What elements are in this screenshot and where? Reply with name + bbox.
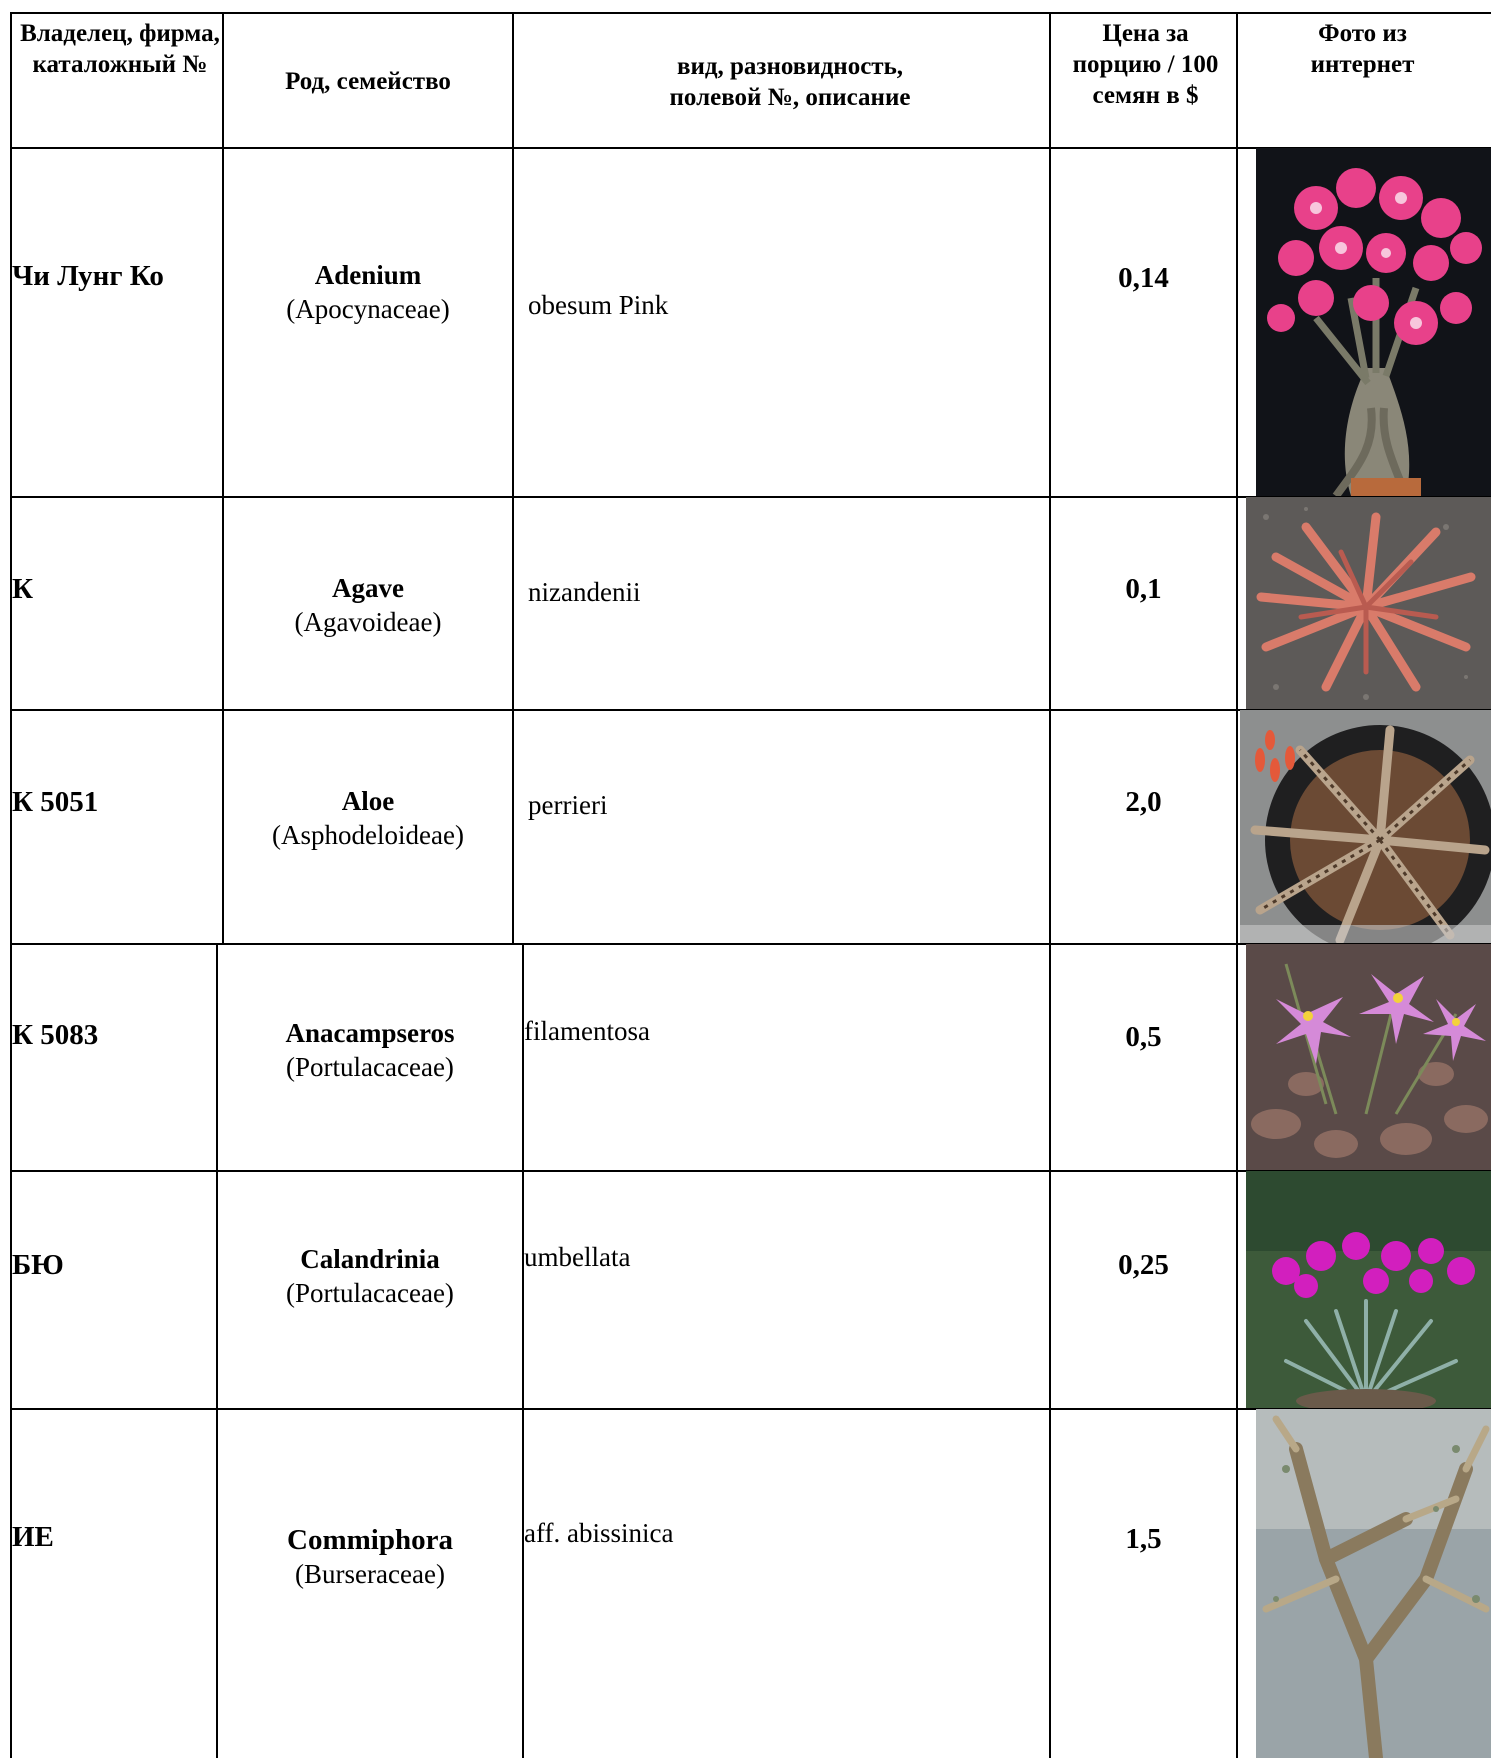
header-species: вид, разновидность, полевой №, описание	[669, 53, 911, 111]
row1-genus: Adenium	[314, 260, 422, 290]
row5-owner: БЮ	[12, 1249, 64, 1281]
row6-species: aff. abissinica	[524, 1518, 674, 1548]
anacampseros-photo-icon	[1246, 944, 1491, 1170]
row6-genus: Commiphora	[287, 1524, 453, 1556]
column-divider	[522, 943, 524, 1758]
row3-genus-cell	[224, 784, 512, 852]
row1-price: 0,14	[1118, 262, 1169, 294]
agave-photo-icon	[1246, 497, 1491, 709]
row2-price: 0,1	[1125, 573, 1162, 605]
commiphora-photo-icon	[1256, 1409, 1491, 1758]
row4-price: 0,5	[1125, 1021, 1162, 1053]
row5-price: 0,25	[1118, 1249, 1169, 1281]
table-border-top	[10, 12, 1491, 14]
row2-species: nizandenii	[528, 577, 641, 607]
row6-price: 1,5	[1125, 1523, 1162, 1555]
row4-owner: К 5083	[12, 1019, 99, 1051]
header-photo: Фото из интернет	[1310, 20, 1415, 78]
column-divider	[1236, 12, 1238, 1758]
row2-genus-cell	[224, 571, 512, 639]
header-owner: Владелец, фирма, каталожный №	[20, 20, 220, 78]
row4-genus-cell	[218, 1016, 522, 1084]
row4-family: (Portulacaceae)	[286, 1052, 454, 1082]
row1-genus-cell	[224, 258, 512, 326]
row6-owner: ИЕ	[12, 1521, 54, 1553]
row1-family: (Apocynaceae)	[286, 294, 450, 324]
row4-genus: Anacampseros	[285, 1018, 455, 1048]
column-divider	[512, 12, 514, 944]
row6-family: (Burseraceae)	[295, 1559, 445, 1589]
row4-species: filamentosa	[524, 1016, 650, 1046]
row2-family: (Agavoideae)	[294, 607, 442, 637]
row5-genus: Calandrinia	[300, 1244, 440, 1274]
row1-species: obesum Pink	[528, 290, 669, 320]
row2-genus: Agave	[332, 573, 404, 603]
row6-genus-cell	[218, 1523, 522, 1591]
row3-owner: К 5051	[12, 786, 99, 818]
aloe-photo-icon	[1240, 710, 1491, 943]
row1-owner: Чи Лунг Ко	[12, 260, 164, 292]
row3-price: 2,0	[1125, 786, 1162, 818]
row2-owner: К	[12, 573, 34, 605]
row5-species: umbellata	[524, 1242, 631, 1272]
calandrinia-photo-icon	[1246, 1171, 1491, 1408]
row5-family: (Portulacaceae)	[286, 1278, 454, 1308]
header-genus: Род, семейство	[285, 68, 451, 95]
row3-species: perrieri	[528, 790, 608, 820]
row3-genus: Aloe	[341, 786, 395, 816]
adenium-photo-icon	[1256, 148, 1491, 496]
header-price: Цена за порцию / 100 семян в $	[1072, 20, 1219, 109]
row3-family: (Asphodeloideae)	[272, 820, 464, 850]
row5-genus-cell	[218, 1242, 522, 1310]
